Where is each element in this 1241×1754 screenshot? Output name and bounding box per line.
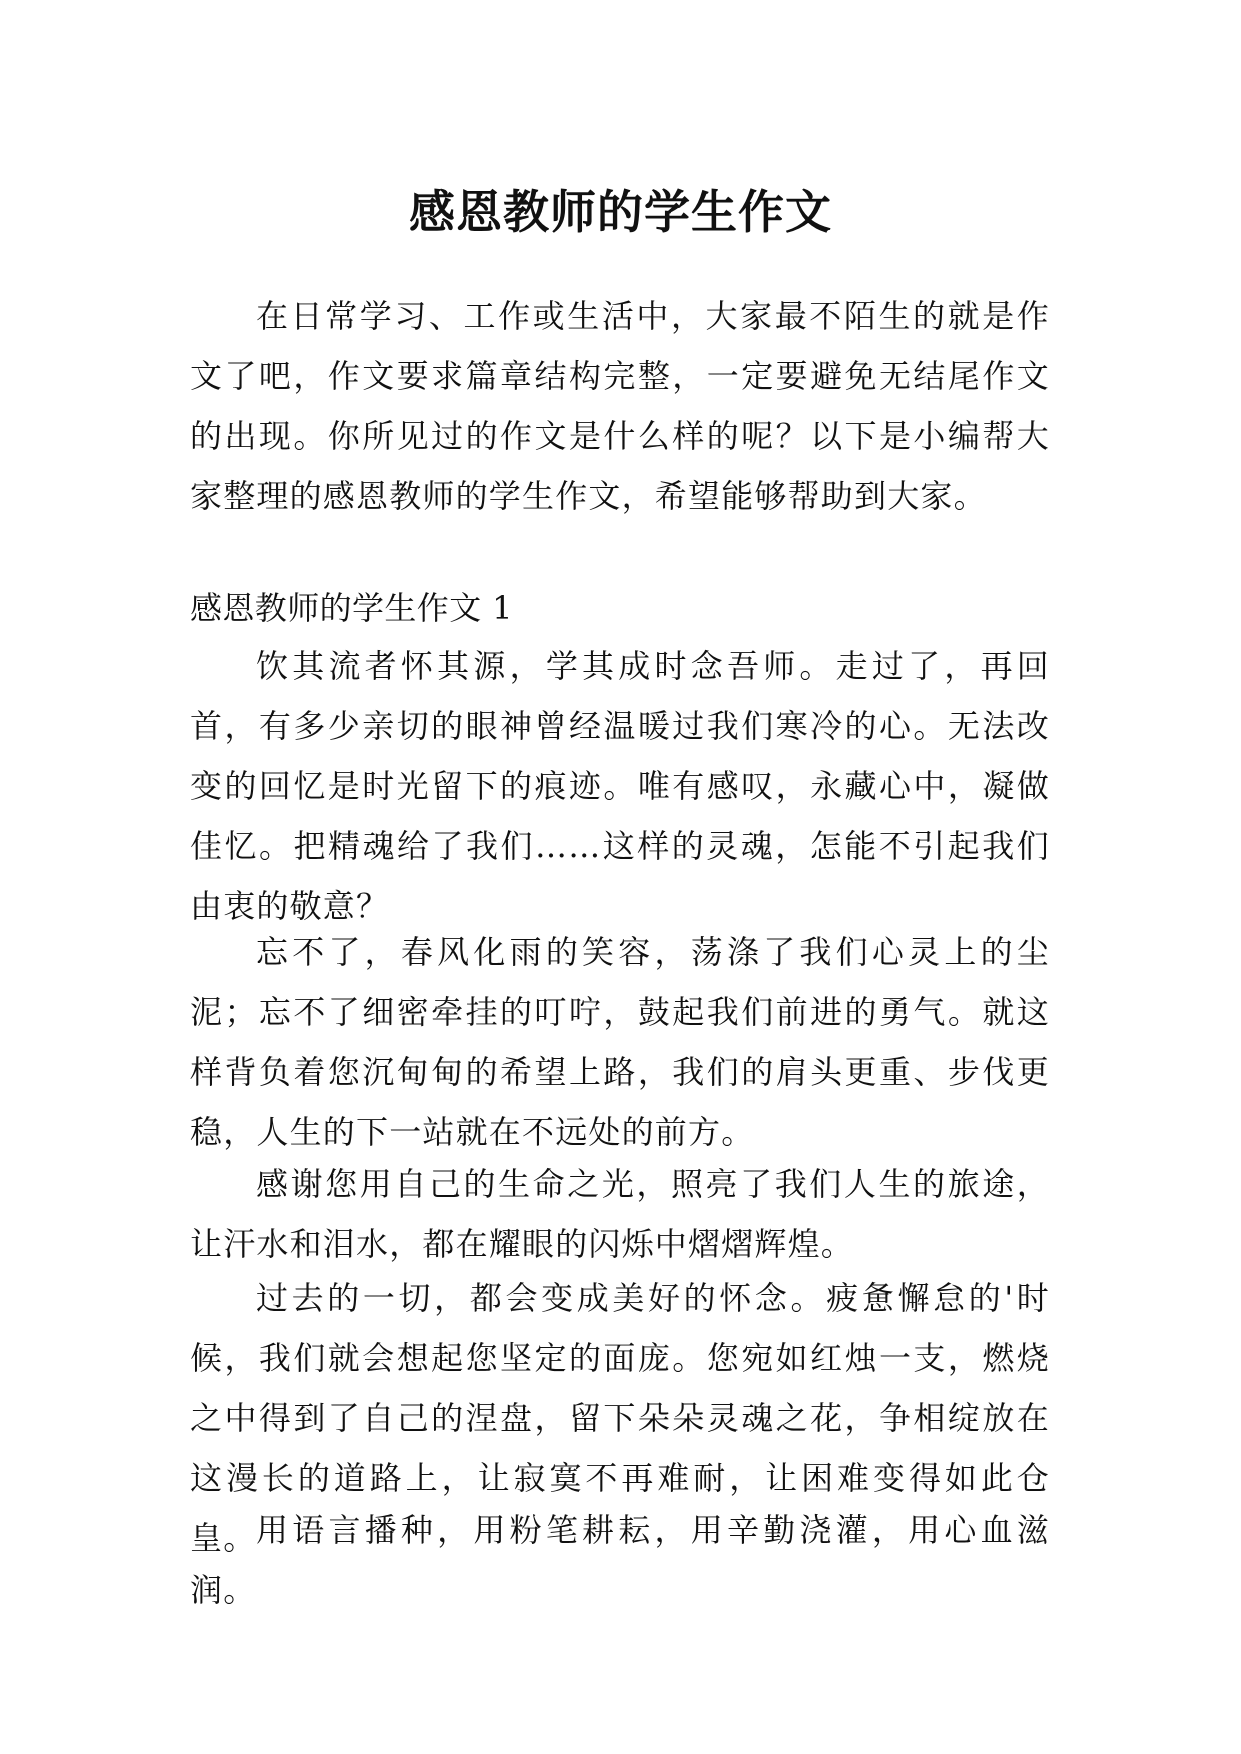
body-paragraph: 感谢您用自己的生命之光，照亮了我们人生的旅途，让汗水和泪水，都在耀眼的闪烁中熠熠辉煌。 [190,1165,1050,1263]
section-heading: 感恩教师的学生作文 1 [190,589,513,627]
body-paragraph: 忘不了，春风化雨的笑容，荡涤了我们心灵上的尘泥；忘不了细密牵挂的叮咛，鼓起我们前进的勇气。就这样背负着您沉甸甸的希望上路，我们的肩头更重、步伐更稳，人生的下一站就在不远处的前方。 [190,933,1050,1151]
body-paragraph: 过去的一切，都会变成美好的怀念。疲惫懈怠的'时候，我们就会想起您坚定的面庞。您宛如红烛一支，燃烧之中得到了自己的涅盘，留下朵朵灵魂之花，争相绽放在这漫长的道路上，让寂寞不再难耐，让困难变得如此仓皇。 [190,1279,1050,1557]
body-paragraph: 用语言播种，用粉笔耕耘，用辛勤浇灌，用心血滋润。 [190,1511,1050,1609]
intro-paragraph: 在日常学习、工作或生活中，大家最不陌生的就是作文了吧，作文要求篇章结构完整，一定要避免无结尾作文的出现。你所见过的作文是什么样的呢？以下是小编帮大家整理的感恩教师的学生作文，希望能够帮助到大家。 [190,297,1050,515]
body-paragraph: 饮其流者怀其源，学其成时念吾师。走过了，再回首，有多少亲切的眼神曾经温暖过我们寒冷的心。无法改变的回忆是时光留下的痕迹。唯有感叹，永藏心中，凝做佳忆。把精魂给了我们……这样的灵魂，怎能不引起我们由衷的敬意？ [190,647,1050,925]
document-title: 感恩教师的学生作文 [409,184,832,239]
